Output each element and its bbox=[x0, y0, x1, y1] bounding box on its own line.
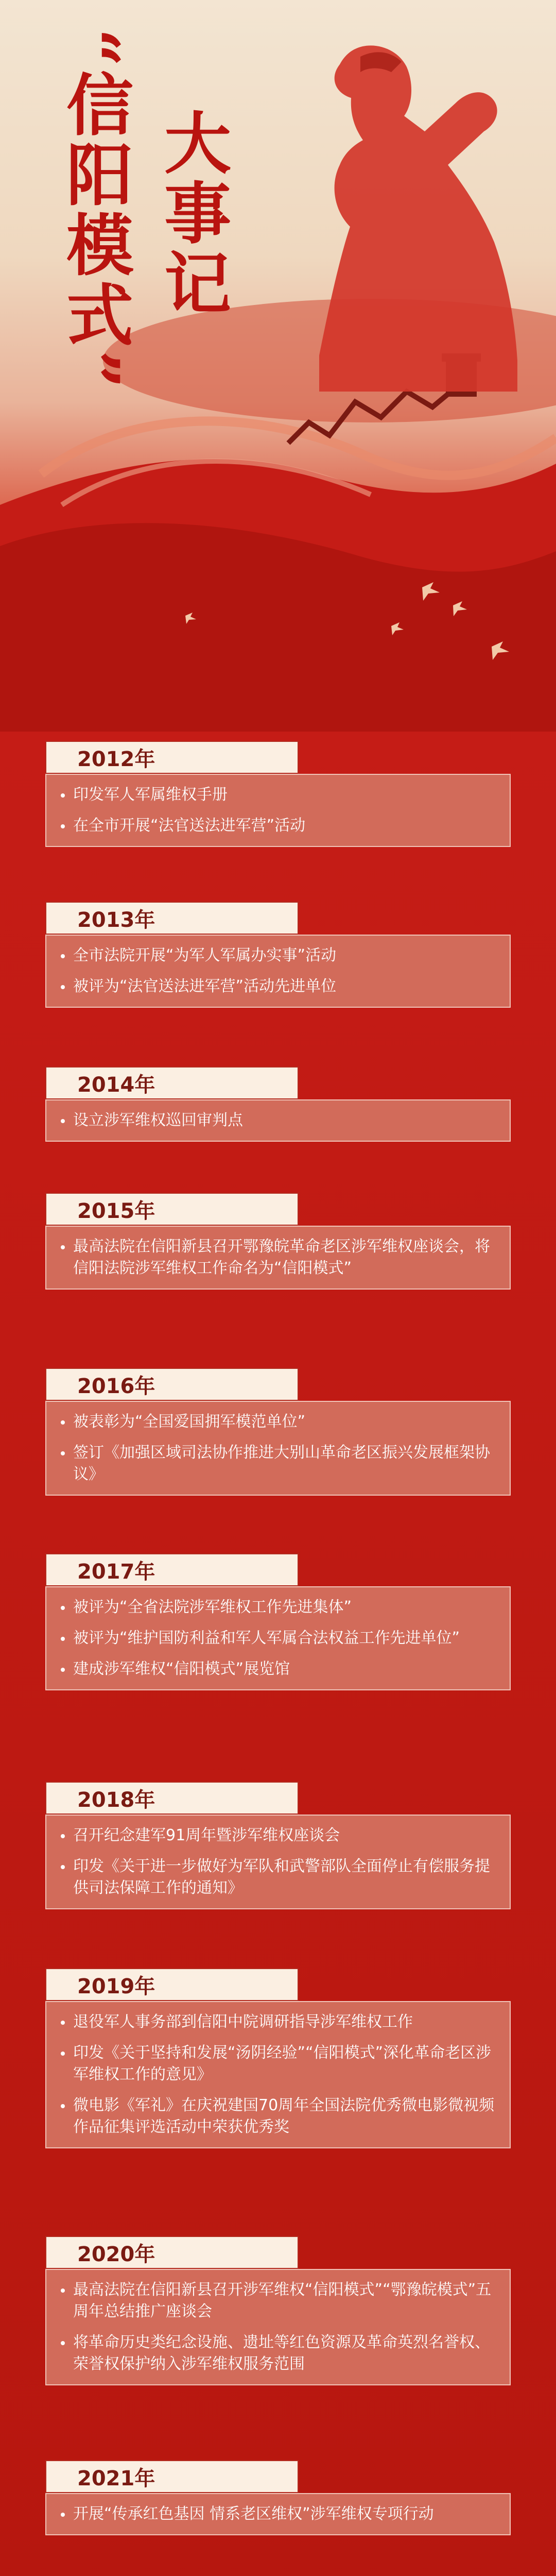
event-box bbox=[45, 1815, 511, 1909]
event-box bbox=[45, 1586, 511, 1690]
event-item: 建成涉军维权“信阳模式”展览馆 bbox=[64, 1658, 496, 1680]
event-item: 被评为“维护国防利益和军人军属合法权益工作先进单位” bbox=[64, 1628, 496, 1649]
event-box bbox=[45, 1401, 511, 1496]
bullet-icon bbox=[61, 985, 65, 989]
hero-banner bbox=[0, 0, 556, 732]
event-box bbox=[45, 2269, 511, 2385]
event-item: 被评为“法官送法进军营”活动先进单位 bbox=[64, 976, 496, 997]
bullet-icon bbox=[61, 1451, 65, 1455]
bullet-icon bbox=[61, 1119, 65, 1123]
bullet-icon bbox=[61, 1865, 65, 1869]
year-label: 2019年 bbox=[45, 1968, 299, 2001]
year-label: 2018年 bbox=[45, 1782, 299, 1815]
bullet-icon bbox=[61, 1606, 65, 1610]
hero-title-line1: “信阳模式” bbox=[55, 28, 134, 392]
bullet-icon bbox=[61, 1834, 65, 1838]
event-item: 印发军人军属维权手册 bbox=[64, 784, 496, 806]
bullet-icon bbox=[61, 954, 65, 958]
event-item: 开展“传承红色基因 情系老区维权”涉军维权专项行动 bbox=[64, 2503, 496, 2525]
event-item: 设立涉军维权巡回审判点 bbox=[64, 1110, 496, 1131]
bullet-icon bbox=[61, 2052, 65, 2056]
year-label: 2014年 bbox=[45, 1066, 299, 1099]
bullet-icon bbox=[61, 1637, 65, 1641]
event-item: 最高法院在信阳新县召开涉军维权“信阳模式”“鄂豫皖模式”五周年总结推广座谈会 bbox=[64, 2279, 496, 2323]
event-item: 印发《关于坚持和发展“汤阴经验”“信阳模式”深化革命老区涉军维权工作的意见》 bbox=[64, 2042, 496, 2086]
event-item: 被表彰为“全国爱国拥军模范单位” bbox=[64, 1411, 496, 1433]
event-box bbox=[45, 2493, 511, 2535]
event-item: 微电影《军礼》在庆祝建国70周年全国法院优秀微电影微视频作品征集评选活动中荣获优秀奖 bbox=[64, 2095, 496, 2138]
event-item: 签订《加强区域司法协作推进大别山革命老区振兴发展框架协议》 bbox=[64, 1442, 496, 1485]
event-box bbox=[45, 774, 511, 847]
year-label: 2013年 bbox=[45, 902, 299, 935]
event-item: 退役军人事务部到信阳中院调研指导涉军维权工作 bbox=[64, 2011, 496, 2033]
year-label: 2012年 bbox=[45, 741, 299, 774]
year-label: 2015年 bbox=[45, 1193, 299, 1226]
year-label: 2017年 bbox=[45, 1553, 299, 1586]
event-item: 印发《关于进一步做好为军队和武警部队全面停止有偿服务提供司法保障工作的通知》 bbox=[64, 1856, 496, 1899]
bullet-icon bbox=[61, 2289, 65, 2293]
event-box bbox=[45, 2001, 511, 2148]
year-label: 2020年 bbox=[45, 2236, 299, 2269]
bullet-icon bbox=[61, 1245, 65, 1249]
event-item: 将革命历史类纪念设施、遗址等红色资源及革命英烈名誉权、荣誉权保护纳入涉军维权服务范围 bbox=[64, 2332, 496, 2375]
bullet-icon bbox=[61, 824, 65, 828]
bullet-icon bbox=[61, 1420, 65, 1425]
event-item: 被评为“全省法院涉军维权工作先进集体” bbox=[64, 1597, 496, 1618]
event-box bbox=[45, 1099, 511, 1142]
year-label: 2021年 bbox=[45, 2460, 299, 2493]
hero-title-line2: 大事记 bbox=[153, 108, 232, 318]
bullet-icon bbox=[61, 1668, 65, 1672]
event-box bbox=[45, 935, 511, 1008]
bullet-icon bbox=[61, 2104, 65, 2108]
event-item: 最高法院在信阳新县召开鄂豫皖革命老区涉军维权座谈会，将信阳法院涉军维权工作命名为“信阳模式” bbox=[64, 1236, 496, 1279]
bullet-icon bbox=[61, 2513, 65, 2517]
event-item: 全市法院开展“为军人军属办实事”活动 bbox=[64, 945, 496, 967]
event-item: 召开纪念建军91周年暨涉军维权座谈会 bbox=[64, 1825, 496, 1846]
event-item: 在全市开展“法官送法进军营”活动 bbox=[64, 815, 496, 837]
bullet-icon bbox=[61, 2021, 65, 2025]
bullet-icon bbox=[61, 793, 65, 798]
bullet-icon bbox=[61, 2341, 65, 2345]
year-label: 2016年 bbox=[45, 1368, 299, 1401]
event-box bbox=[45, 1226, 511, 1290]
